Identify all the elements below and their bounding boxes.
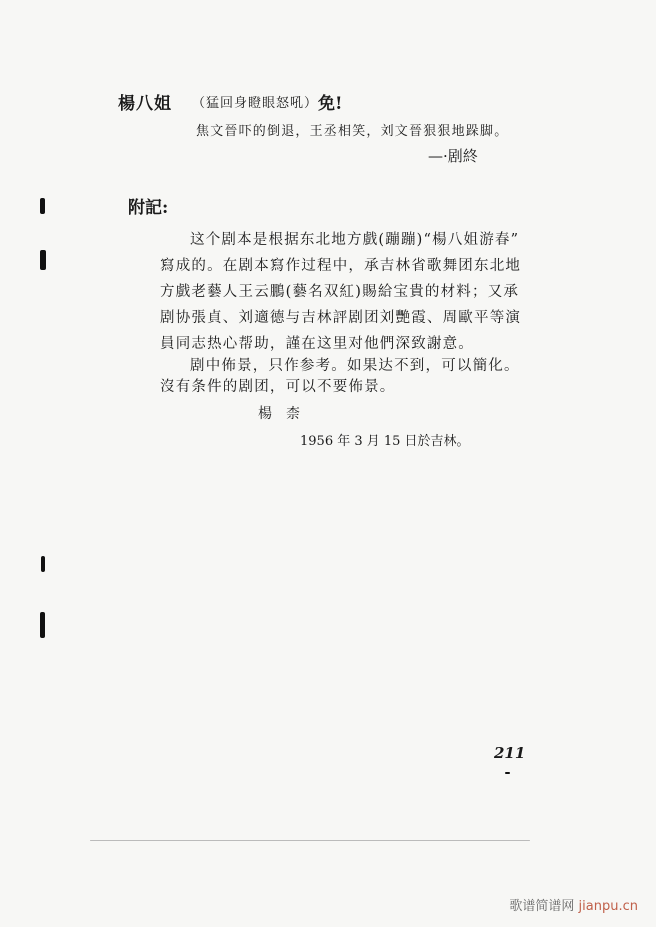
afterword-heading: 附記: xyxy=(128,198,169,218)
end-mark: —·剧終 xyxy=(428,147,478,165)
date-place: 1956 年 3 月 15 日於吉林。 xyxy=(300,434,470,449)
scan-mark xyxy=(505,772,510,774)
afterword-line: 剧协張貞、刘適德与吉林評剧团刘艷霞、周歐平等演 xyxy=(160,310,522,326)
speaker-name: 楊八姐 xyxy=(118,94,172,114)
author-name: 楊 柰 xyxy=(258,406,300,422)
scan-mark xyxy=(40,198,45,214)
scan-line xyxy=(90,840,530,841)
watermark-site: jianpu.cn xyxy=(578,899,638,914)
watermark-cn: 歌谱简谱网 xyxy=(509,899,575,914)
afterword-line: 这个剧本是根据东北地方戲(蹦蹦)“楊八姐游春” xyxy=(190,232,520,248)
scan-mark xyxy=(40,250,46,270)
page-number: 211 xyxy=(494,744,526,762)
afterword-line: 方戲老藝人王云鵬(藝名双紅)賜給宝貴的材料；又承 xyxy=(160,284,520,300)
afterword-line: 員同志热心帮助，謹在这里对他們深致謝意。 xyxy=(160,336,474,352)
afterword-line: 剧中佈景，只作参考。如果达不到，可以簡化。 xyxy=(190,358,520,374)
speech: 免! xyxy=(318,94,343,114)
afterword-line: 寫成的。在剧本寫作过程中，承吉林省歌舞团东北地 xyxy=(160,258,522,274)
scan-mark xyxy=(40,612,45,638)
scan-mark xyxy=(41,556,45,572)
stage-direction: （猛回身瞪眼怒吼） xyxy=(192,96,319,111)
closing-action: 焦文晉吓的倒退，王丞相笑，刘文晉狠狠地跺脚。 xyxy=(196,124,509,139)
watermark xyxy=(509,895,638,914)
afterword-line: 沒有条件的剧团，可以不要佈景。 xyxy=(160,379,396,395)
